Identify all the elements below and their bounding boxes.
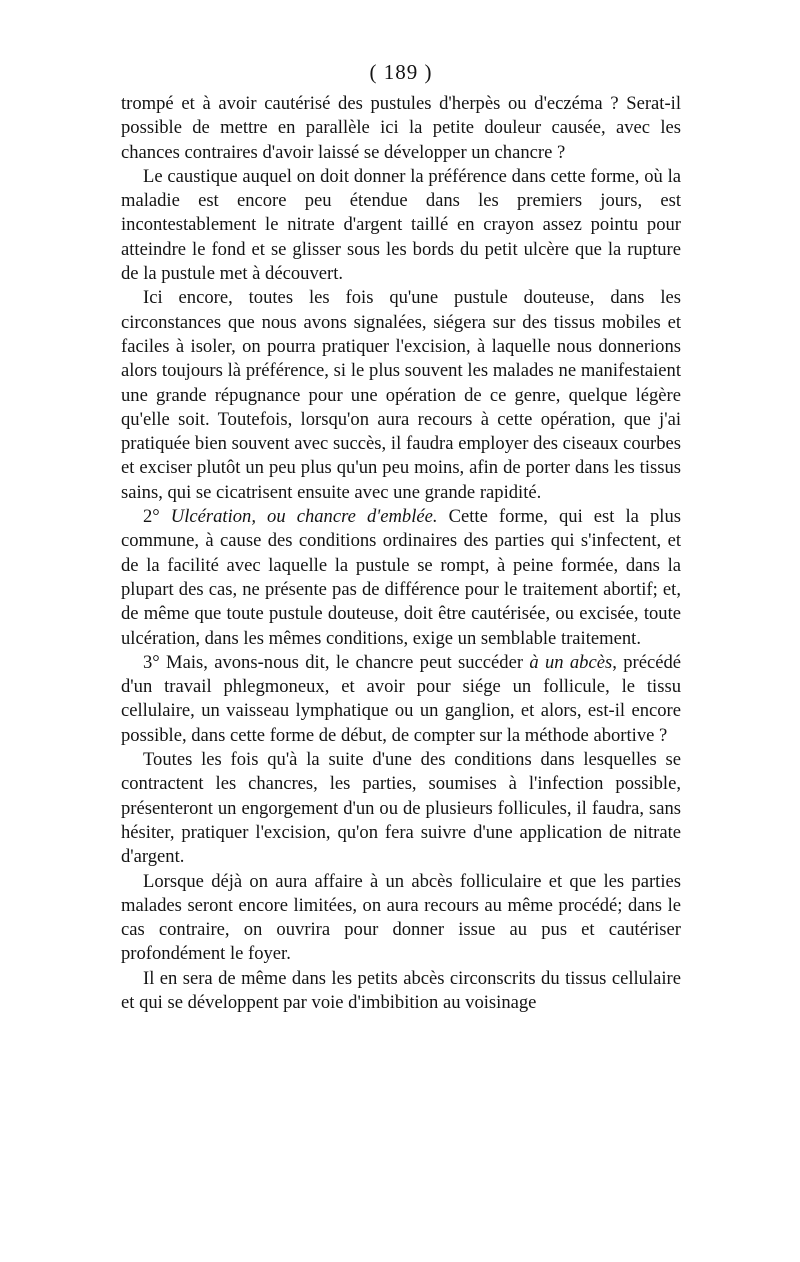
- body-text: [121, 92, 681, 1015]
- paragraph: [121, 967, 681, 1016]
- paragraph: [121, 92, 681, 165]
- text-segment: Lorsque déjà on aura affaire à un abcès folliculaire et que les parties malades seront encore limitées, on aura recours au même procédé; dans le cas contraire, on ouvrira pour donner issue au pus et cautériser profondément le foyer.: [121, 870, 681, 965]
- document-page: [121, 58, 681, 1015]
- paragraph: [121, 165, 681, 286]
- text-segment: trompé et à avoir cautérisé des pustules d'herpès ou d'eczéma ? Serat-il possible de mettre en parallèle ici la petite douleur causée, avec les chances contraires d'avoir laissé se développer un chancre ?: [121, 93, 681, 163]
- text-segment: 2°: [143, 506, 171, 528]
- paragraph: [121, 870, 681, 967]
- paragraph: [121, 748, 681, 869]
- paragraph: [121, 505, 681, 651]
- page-number: ( 189 ): [369, 60, 433, 84]
- italic-phrase: à un abcès: [529, 651, 613, 673]
- paragraph: [121, 286, 681, 505]
- section-heading-italic: Ulcération, ou chancre d'emblée.: [170, 506, 438, 528]
- text-segment: Il en sera de même dans les petits abcès circonscrits du tissus cellulaire et qui se développent par voie d'imbibition au voisinage: [121, 967, 681, 1013]
- paragraph: [121, 651, 681, 748]
- text-segment: , précédé d'un travail phlegmoneux, et avoir pour siége un follicule, le tissu cellulaire, un vaisseau lymphatique ou un ganglion, et alors, est-il encore possible, dans cette forme de début, de compter sur la méthode abortive ?: [121, 651, 681, 746]
- text-segment: Ici encore, toutes les fois qu'une pustule douteuse, dans les circonstances que nous avons signalées, siégera sur des tissus mobiles et faciles à isoler, on pourra pratiquer l'excision, à laquelle nous donnerions alors toujours là préférence, si le plus souvent les malades ne manifestaient une grande répugnance pour une opération de ce genre, quelque légère qu'elle soit. Toutefois, lorsqu'on aura recours à cette opération, que j'ai pratiquée bien souvent avec succès, il faudra employer des ciseaux courbes et exciser plutôt un peu plus qu'un peu moins, afin de porter dans les tissus sains, qui se cicatrisent ensuite avec une grande rapidité.: [121, 287, 681, 503]
- text-segment: Cette forme, qui est la plus commune, à cause des conditions ordinaires des parties qui s'infectent, et de la facilité avec laquelle la pustule se rompt, à peine formée, dans la plupart des cas, ne présente pas de différence pour le traitement abortif; et, de même que toute pustule douteuse, doit être cautérisée, ou excisée, toute ulcération, dans les mêmes conditions, exige un semblable traitement.: [121, 506, 681, 649]
- text-segment: 3° Mais, avons-nous dit, le chancre peut succéder: [143, 651, 530, 673]
- text-segment: Toutes les fois qu'à la suite d'une des conditions dans lesquelles se contractent les chancres, les parties, soumises à l'infection possible, présenteront un engorgement d'un ou de plusieurs follicules, il faudra, sans hésiter, pratiquer l'excision, qu'on fera suivre d'une application de nitrate d'argent.: [121, 749, 681, 868]
- text-segment: Le caustique auquel on doit donner la préférence dans cette forme, où la maladie est encore peu étendue dans les premiers jours, est incontestablement le nitrate d'argent taillé en crayon assez pointu pour atteindre le fond et se glisser sous les bords du petit ulcère que la rupture de la pustule met à découvert.: [121, 165, 681, 285]
